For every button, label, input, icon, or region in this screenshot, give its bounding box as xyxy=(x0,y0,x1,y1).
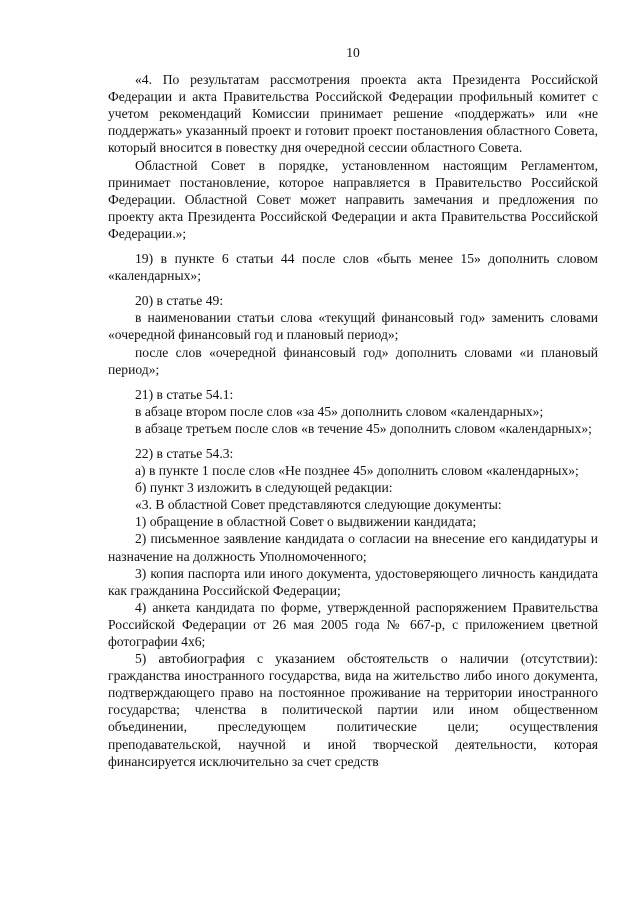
paragraph: после слов «очередной финансовый год» дополнить словами «и плановый период»; xyxy=(108,344,598,377)
paragraph: в абзаце втором после слов «за 45» дополнить словом «календарных»; xyxy=(135,403,544,419)
paragraph: 5) автобиография с указанием обстоятельств о наличии (отсутствии): гражданства иностранного государства, вида на жительство либо иного документа, подтверждающего право на постоянное проживание на территории иностранного государства; членства в политической партии или ином общественном объединении, преследующем политические цели; осуществления преподавательской, научной и иной творческой деятельности, которая финансируется исключительно за счет средств xyxy=(108,651,598,769)
paragraph: 19) в пункте 6 статьи 44 после слов «быть менее 15» дополнить словом «календарных»; xyxy=(108,251,598,284)
document-page xyxy=(108,44,598,770)
paragraph: 4) анкета кандидата по форме, утвержденной распоряжением Правительства Российской Федерации от 26 мая 2005 года № 667-р, с приложением цветной фотографии 4x6; xyxy=(108,599,598,649)
paragraph: в абзаце третьем после слов «в течение 45» дополнить словом «календарных»; xyxy=(135,420,592,436)
paragraph: 1) обращение в областной Совет о выдвижении кандидата; xyxy=(135,514,477,530)
document-body xyxy=(108,71,598,770)
page-number: 10 xyxy=(346,45,360,60)
paragraph: б) пункт 3 изложить в следующей редакции: xyxy=(135,480,393,496)
paragraph: Областной Совет в порядке, установленном настоящим Регламентом, принимает постановление, которое направляется в Правительство Российской Федерации. Областной Совет может направить замечания и предложения по проекту акта Президента Российской Федерации и акта Правительства Российской Федерации.»; xyxy=(108,157,598,241)
paragraph: а) в пункте 1 после слов «Не позднее 45» дополнить словом «календарных»; xyxy=(135,463,579,479)
paragraph: «3. В областной Совет представляются следующие документы: xyxy=(135,497,502,513)
paragraph: 2) письменное заявление кандидата о согласии на внесение его кандидатуры и назначение на должность Уполномоченного; xyxy=(108,531,598,564)
paragraph: «4. По результатам рассмотрения проекта акта Президента Российской Федерации и акта Правительства Российской Федерации профильный комитет с учетом рекомендаций Комиссии принимает решение «поддержать» или «не поддержать» указанный проект и готовит проект постановления областного Совета, который вносится в повестку дня очередной сессии областного Совета. xyxy=(108,72,598,156)
paragraph: 21) в статье 54.1: xyxy=(135,386,234,402)
paragraph: 3) копия паспорта или иного документа, удостоверяющего личность кандидата как гражданина Российской Федерации; xyxy=(108,565,598,598)
paragraph: в наименовании статьи слова «текущий финансовый год» заменить словами «очередной финансовый год и плановый период»; xyxy=(108,310,598,343)
paragraph: 20) в статье 49: xyxy=(135,293,224,309)
paragraph: 22) в статье 54.3: xyxy=(135,445,234,461)
